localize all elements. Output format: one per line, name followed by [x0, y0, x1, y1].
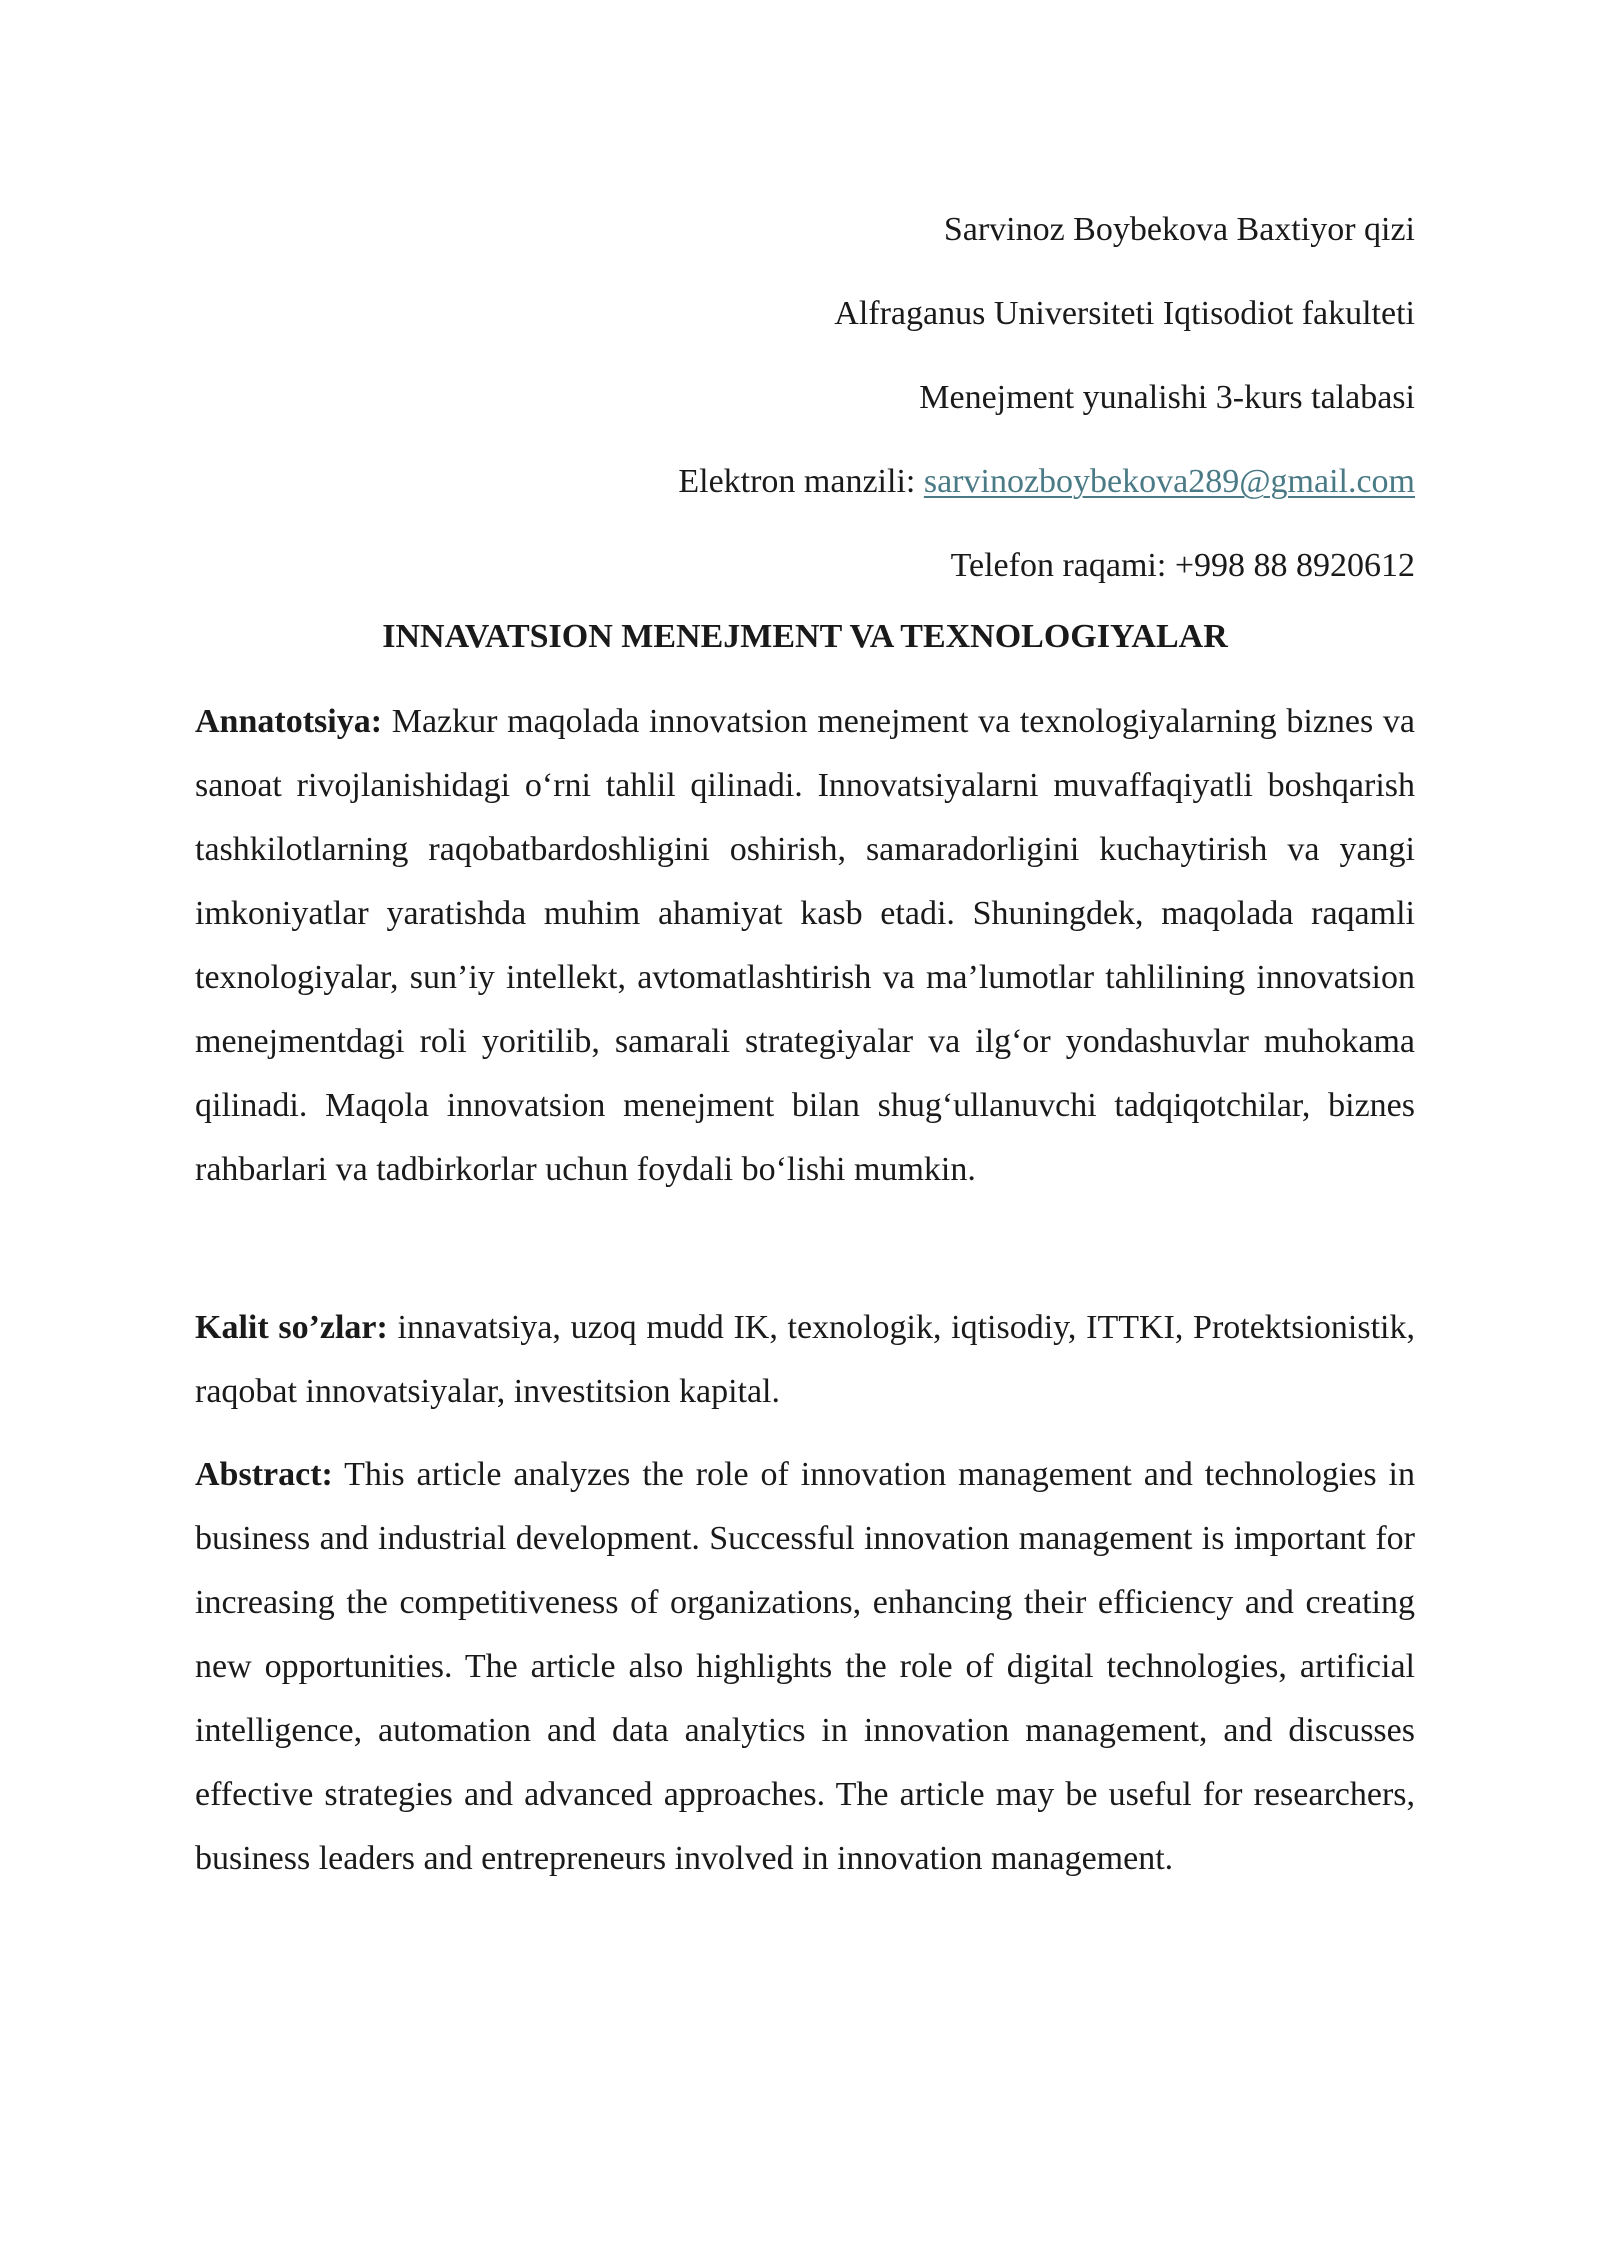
keywords-label: Kalit so’zlar:: [195, 1309, 388, 1346]
annotation-text: Mazkur maqolada innovatsion menejment va texnologiyalarning biznes va sanoat rivojlanishidagi o‘rni tahlil qilinadi. Innovatsiyalarni muvaffaqiyatli boshqarish tashkilotlarning raqobatbardoshligini oshirish, samaradorligini kuchaytirish va yangi imkoniyatlar yaratishda muhim ahamiyat kasb etadi. Shuningdek, maqolada raqamli texnologiyalar, sun’iy intellekt, avtomatlashtirish va ma’lumotlar tahlilining innovatsion menejmentdagi roli yoritilib, samarali strategiyalar va ilg‘or yondashuvlar muhokama qilinadi. Maqola innovatsion menejment bilan shug‘ullanuvchi tadqiqotchilar, biznes rahbarlari va tadbirkorlar uchun foydali bo‘lishi mumkin.: [195, 703, 1415, 1188]
author-university: Alfraganus Universiteti Iqtisodiot fakulteti: [834, 295, 1415, 332]
author-info: [195, 188, 1415, 608]
article-title: INNAVATSION MENEJMENT VA TEXNOLOGIYALAR: [382, 618, 1228, 655]
author-phone: Telefon raqami: +998 88 8920612: [950, 547, 1415, 584]
email-label: Elektron manzili:: [678, 463, 924, 500]
keywords-text: innavatsiya, uzoq mudd IK, texnologik, iqtisodiy, ITTKI, Protektsionistik, raqobat innovatsiyalar, investitsion kapital.: [195, 1309, 1415, 1410]
annotation-label: Annatotsiya:: [195, 703, 383, 740]
keywords-paragraph: [195, 1296, 1415, 1424]
abstract-label: Abstract:: [195, 1456, 333, 1493]
abstract-text: This article analyzes the role of innovation management and technologies in business and industrial development. Successful innovation management is important for increasing the competitiveness of organizations, enhancing their efficiency and creating new opportunities. The article also highlights the role of digital technologies, artificial intelligence, automation and data analytics in innovation management, and discusses effective strategies and advanced approaches. The article may be useful for researchers, business leaders and entrepreneurs involved in innovation management.: [195, 1456, 1415, 1877]
author-course: Menejment yunalishi 3-kurs talabasi: [919, 379, 1415, 416]
email-link[interactable]: sarvinozboybekova289@gmail.com: [923, 463, 1415, 500]
author-name: Sarvinoz Boybekova Baxtiyor qizi: [943, 211, 1415, 248]
annotation-paragraph: [195, 690, 1415, 1202]
abstract-paragraph: [195, 1443, 1415, 1891]
author-email-line: [195, 440, 1415, 524]
